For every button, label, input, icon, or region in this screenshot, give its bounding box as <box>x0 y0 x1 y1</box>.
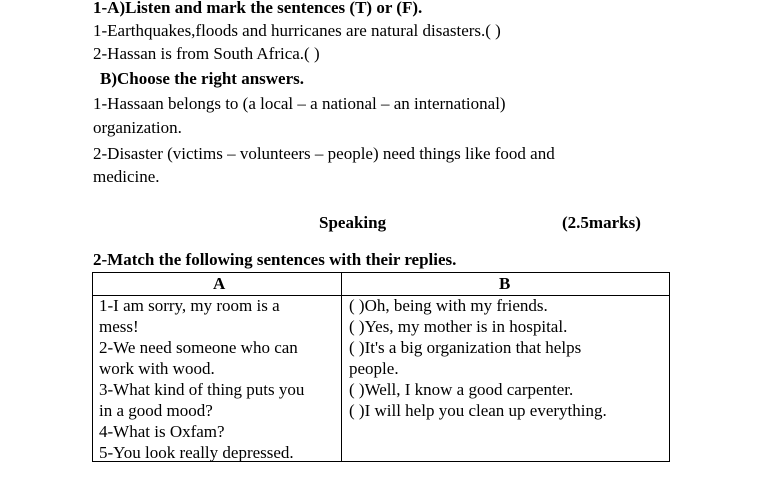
tf-item-2: 2-Hassan is from South Africa.( ) <box>93 44 320 63</box>
column-b-line: people. <box>349 359 399 378</box>
match-table <box>92 272 670 462</box>
match-section-title: 2-Match the following sentences with their replies. <box>93 250 457 269</box>
column-a-line: 4-What is Oxfam? <box>99 422 225 441</box>
column-b-line: ( )Oh, being with my friends. <box>349 296 548 315</box>
section1-subheading: B)Choose the right answers. <box>100 69 304 88</box>
speaking-title: Speaking <box>319 213 387 232</box>
choice-item-2-line-2: medicine. <box>93 167 160 186</box>
column-b-line: ( )Well, I know a good carpenter. <box>349 380 574 399</box>
speaking-marks: (2.5marks) <box>562 213 641 232</box>
section1-heading: 1-A)Listen and mark the sentences (T) or (F). <box>93 0 423 17</box>
choice-item-2-line-1: 2-Disaster (victims – volunteers – people) need things like food and <box>93 144 555 163</box>
column-a-line: in a good mood? <box>99 401 213 420</box>
column-b-line: ( )Yes, my mother is in hospital. <box>349 317 568 336</box>
column-a-line: work with wood. <box>99 359 215 378</box>
table-column-divider <box>341 273 342 461</box>
column-a-line: mess! <box>99 317 139 336</box>
choice-item-1-line-1: 1-Hassaan belongs to (a local – a national – an international) <box>93 94 506 113</box>
column-b-line: ( )It's a big organization that helps <box>349 338 582 357</box>
column-a-line: 2-We need someone who can <box>99 338 298 357</box>
column-a-line: 3-What kind of thing puts you <box>99 380 305 399</box>
column-a-header: A <box>213 274 226 293</box>
column-a-line: 1-I am sorry, my room is a <box>99 296 280 315</box>
column-b-cell <box>349 295 667 421</box>
column-b-line: ( )I will help you clean up everything. <box>349 401 607 420</box>
column-a-line: 5-You look really depressed. <box>99 443 294 462</box>
column-a-cell <box>99 295 335 463</box>
tf-item-1: 1-Earthquakes,floods and hurricanes are natural disasters.( ) <box>93 21 501 40</box>
choice-item-1-line-2: organization. <box>93 118 182 137</box>
column-b-header: B <box>499 274 511 293</box>
